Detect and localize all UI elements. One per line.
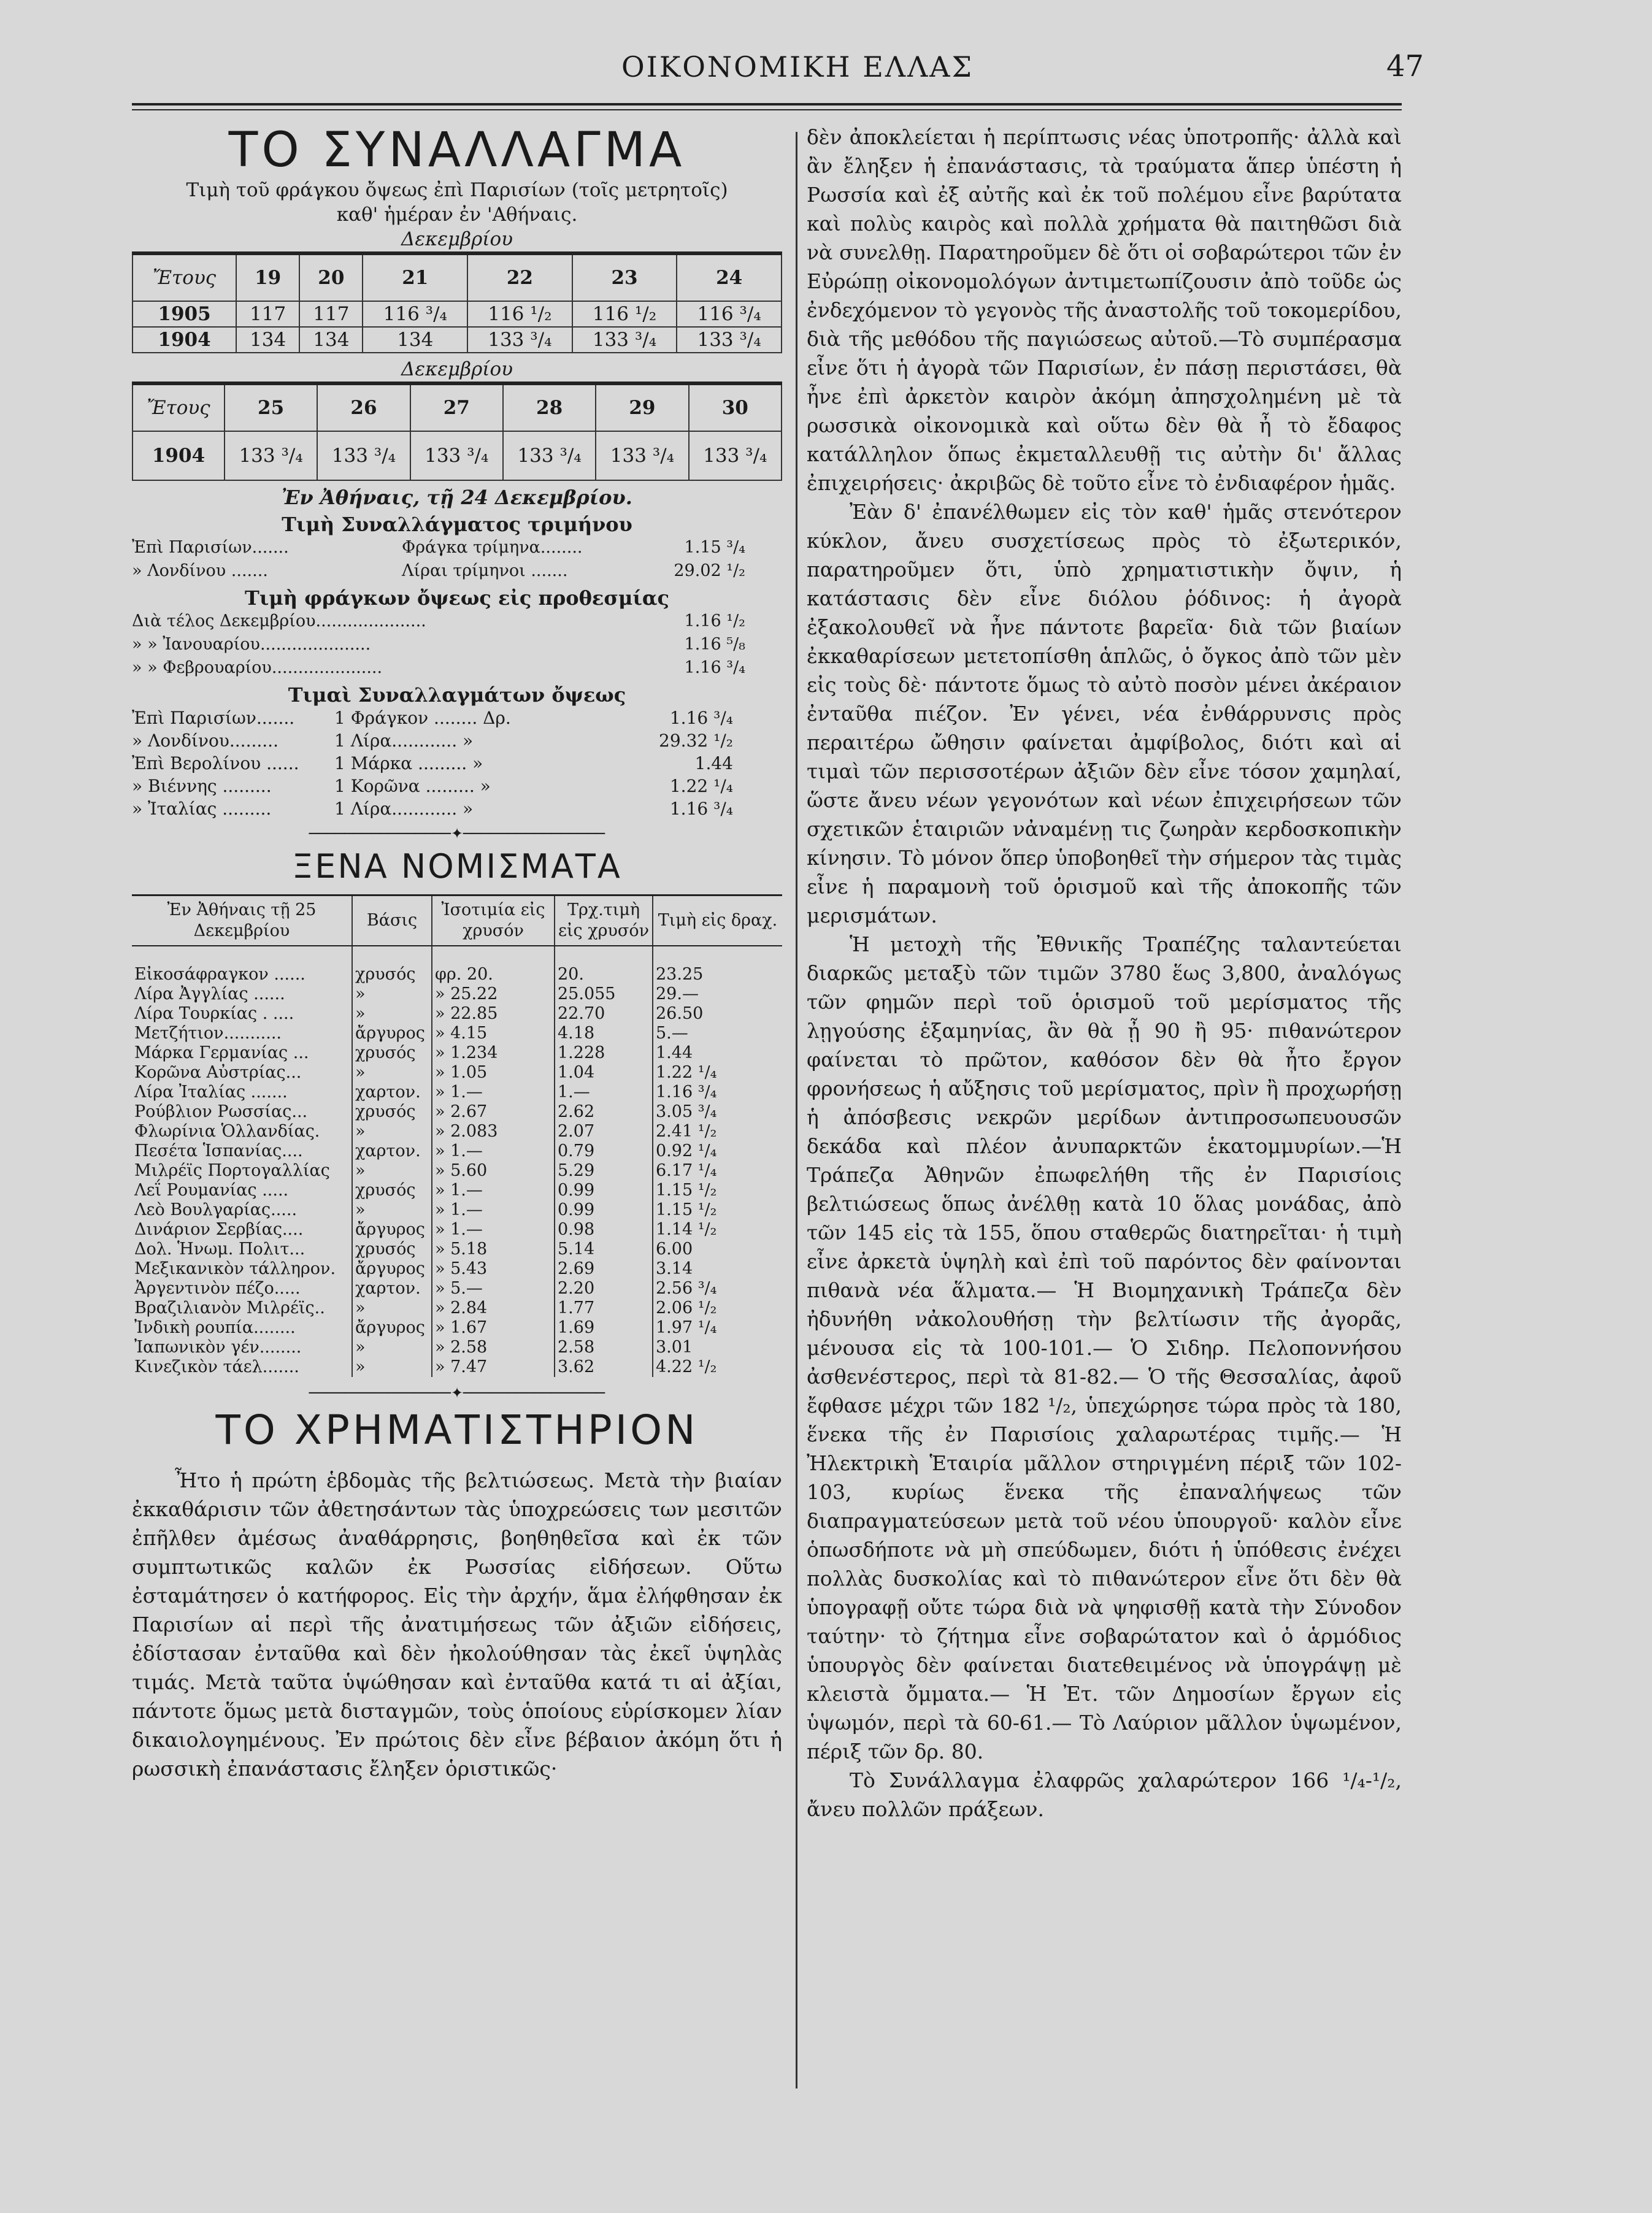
fx-cell: χαρτον. [352,1279,432,1298]
day-header: 26 [317,383,410,431]
line-value: 1.22 ¹/₄ [669,776,733,796]
fx-cell: 6.00 [653,1240,782,1259]
spacer-cell [432,946,555,965]
section-divider: ────────────────✦──────────────── [309,1384,605,1402]
fx-cell: χαρτον. [352,1141,432,1161]
fx-cell: 2.06 ¹/₂ [653,1298,782,1318]
list-item [132,707,782,729]
fx-cell: » 2.58 [432,1338,555,1357]
header-rule-thin [132,109,1402,110]
table-row [133,327,782,353]
fx-cell: 5.29 [555,1161,653,1181]
fx-cell: Λίρα Ἀγγλίας ...... [134,984,285,1003]
day-header: 30 [689,383,782,431]
line-value: 1.15 ³/₄ [684,538,745,557]
fx-cell: 2.58 [555,1338,653,1357]
left-column [132,123,782,1783]
day-header: 25 [225,383,317,431]
table-row [132,1298,782,1318]
list-item [132,729,782,752]
line-label: » Βιέννης ......... [132,776,272,796]
xena-title: ΞΕΝΑ ΝΟΜΙΣΜΑΤΑ [292,847,622,886]
rate-cell: 133 ³/₄ [410,431,503,480]
fx-cell: » 1.67 [432,1318,555,1338]
line-unit: Φράγκα τρίμηνα........ [402,538,583,557]
fx-cell: » [352,1122,432,1141]
fx-cell: » 1.— [432,1181,555,1200]
date-line: Ἐν Ἀθήναις, τῇ 24 Δεκεμβρίου. [282,486,632,509]
fx-cell: 0.98 [555,1220,653,1240]
fx-cell: ἄργυρος [352,1220,432,1240]
line-label: Ἐπὶ Βερολίνου ...... [132,753,299,773]
table2-corner: Ἔτους [133,383,225,431]
line-label: » Λονδίνου ....... [132,561,268,580]
fx-cell: Φλωρίνια Ὁλλανδίας. [134,1122,320,1141]
table-row [132,1141,782,1161]
fx-cell: 0.99 [555,1200,653,1220]
table-row [132,1083,782,1102]
fx-cell: 1.15 ¹/₂ [653,1181,782,1200]
line-label: Ἐπὶ Παρισίων....... [132,538,289,557]
line-unit: Λίραι τρίμηνοι ....... [402,561,568,580]
sight-heading: Τιμαὶ Συναλλαγμάτων ὄψεως [288,683,626,707]
fx-cell: Δινάριον Σερβίας.... [134,1220,304,1239]
xrimatistirion-title: ΤΟ ΧΡΗΜΑΤΙΣΤΗΡΙΟΝ [215,1406,699,1454]
rate-cell: 134 [236,327,299,353]
three-month-heading: Τιμὴ Συναλλάγματος τριμήνου [282,513,632,536]
fx-cell: 3.01 [653,1338,782,1357]
fx-cell: 3.05 ³/₄ [653,1102,782,1122]
spacer-cell [555,946,653,965]
year-cell: 1904 [133,327,236,353]
table-row [132,1181,782,1200]
rate-cell: 134 [363,327,467,353]
fx-cell: 5.— [653,1024,782,1043]
fx-header: Τιμὴ εἰς δραχ. [653,896,782,946]
fx-cell: 26.50 [653,1004,782,1024]
spacer-cell [653,946,782,965]
table-row [132,1063,782,1083]
line-label: » Λονδίνου......... [132,731,279,751]
rates-table-2 [132,382,782,481]
rate-cell: 133 ³/₄ [677,327,782,353]
fx-cell: ἄργυρος [352,1024,432,1043]
table-row [132,1240,782,1259]
fx-cell: 29.— [653,984,782,1004]
rate-cell: 133 ³/₄ [572,327,677,353]
day-header: 29 [596,383,688,431]
fx-cell: Βραζιλιανὸν Μιλρέϊς.. [134,1298,325,1317]
synallagma-subtitle-1: Τιμὴ τοῦ φράγκου ὄψεως ἐπὶ Παρισίων (τοῖς μετρητοῖς) [186,179,728,201]
fx-cell: » 1.— [432,1141,555,1161]
fx-cell: » 1.— [432,1083,555,1102]
table-row [132,1024,782,1043]
fx-cell: 1.14 ¹/₂ [653,1220,782,1240]
table-row [132,1318,782,1338]
column-rule [796,132,797,2088]
fx-cell: » [352,1063,432,1083]
line-unit: 1 Φράγκον ........ Δρ. [334,708,511,728]
foreign-currency-table [132,894,782,1377]
fx-cell: » 7.47 [432,1357,555,1377]
table-row [132,1200,782,1220]
rate-cell: 116 ¹/₂ [572,301,677,327]
year-cell: 1904 [133,431,225,480]
fx-cell: » 1.— [432,1220,555,1240]
day-header: 27 [410,383,503,431]
fx-cell: Ἰνδικὴ ρουπία........ [134,1318,296,1337]
fx-cell: » 2.84 [432,1298,555,1318]
fx-cell: Μιλρέϊς Πορτογαλλίας [134,1161,330,1180]
line-value: 1.16 ¹/₂ [684,612,745,631]
rate-cell: 133 ³/₄ [503,431,596,480]
fx-cell: » [352,1357,432,1377]
rate-cell: 117 [299,301,363,327]
fx-header: Βάσις [352,896,432,946]
fx-cell: 1.22 ¹/₄ [653,1063,782,1083]
fx-cell: » 5.43 [432,1259,555,1279]
list-item [132,559,782,583]
fx-cell: » 5.18 [432,1240,555,1259]
table-row [132,1338,782,1357]
list-item [132,775,782,797]
fx-cell: 0.99 [555,1181,653,1200]
table-row [132,1161,782,1181]
fx-cell: » 5.— [432,1279,555,1298]
fx-cell: 3.14 [653,1259,782,1279]
fx-cell: 3.62 [555,1357,653,1377]
table-row [132,965,782,984]
fx-cell: » 22.85 [432,1004,555,1024]
fx-cell: » [352,1298,432,1318]
line-value: 29.02 ¹/₂ [674,561,745,580]
line-label: » » Φεβρουαρίου..................... [132,658,383,677]
line-value: 1.16 ³/₄ [669,708,733,728]
fx-cell: 1.77 [555,1298,653,1318]
fx-cell: ἄργυρος [352,1318,432,1338]
fx-cell: » 1.234 [432,1043,555,1063]
line-value: 1.16 ³/₄ [684,658,745,677]
list-item [132,633,782,656]
fx-cell: 1.69 [555,1318,653,1338]
table-row [133,301,782,327]
rate-cell: 134 [299,327,363,353]
table-row [132,1102,782,1122]
rate-cell: 133 ³/₄ [596,431,688,480]
table-row [133,431,782,480]
article-paragraph: δὲν ἀποκλείεται ἡ περίπτωσις νέας ὑποτροπῆς· ἀλλὰ καὶ ἂν ἔληξεν ἡ ἐπανάστασις, τὰ τραύματα ἅπερ ὑπέστη ἡ Ρωσσία καὶ ἐξ αὐτῆς καὶ ἐκ τοῦ πολέμου εἶνε βαρύτατα καὶ πολὺς καιρὸς καὶ πολλὰ χρήματα θὰ παιτηθῶσι διὰ νὰ συνελθῃ. Παρατηροῦμεν δὲ ὅτι οἱ σοβαρώτεροι τῶν ἐν Εὐρώπῃ οἰκονομολόγων ἀντιμετωπίζουσιν ἀπὸ τοῦδε ὡς ἐνδεχόμενον τὸ γεγονὸς τῆς ἀναστολῆς τοῦ τοκομερίδου, διὰ τῆς μεθόδου τῆς παγιώσεως αὐτοῦ.—Τὸ συμπέρασμα εἶνε ὅτι ἡ ἀγορὰ τῶν Παρισίων, ἐν πάσῃ περιστάσει, θὰ ἦνε ἐπὶ ἀρκετὸν καιρὸν ἀκόμη ἀπησχολημένη μὲ τὰ ρωσσικὰ οἰκονομικὰ καὶ οὕτω δὲν θὰ ἦ τὸ ἔδαφος κατάλληλον ὅπως ἐκμεταλλευθῇ τις αὐτὴν δι' ἄλλας ἐπιχειρήσεις· ἀκριβῶς δὲ τοῦτο εἶνε τὸ ἐνδιαφέρον ἡμᾶς. [807,125,1402,495]
article-paragraph: Ἐὰν δ' ἐπανέλθωμεν εἰς τὸν καθ' ἡμᾶς στενότερον κύκλον, ἄνευ συσχετίσεως πρὸς τὸ ἐξωτερικόν, παρατηροῦμεν ὅτι, ὑπὸ χρηματιστικὴν ὄψιν, ἡ κατάστασις δὲν εἶνε διόλου ῥόδινος: ἡ ἀγορὰ ἐξακολουθεῖ νὰ ἦνε πάντοτε βαρεῖα· διὰ τῶν βιαίων ἐκκαθαρίσεων μετετοπίσθη ἁπλῶς, ὁ ὄγκος ἀπὸ τῶν μὲν εἰς τοὺς δὲ· πάντοτε ὅμως τὸ αὐτὸ ποσὸν μένει ἀκέραιον ἐνταῦθα πιέζον. Ἐν γένει, νέα ἐνθάρρυνσις πρὸς περαιτέρω ὤθησιν φαίνεται ἀμφίβολος, διότι καὶ αἱ τιμαὶ τῶν περισσοτέρων ἀξιῶν δὲν εἶνε τόσον χαμηλαί, ὥστε ἄνευ νέων γεγονότων καὶ νέων ἐπιχειρήσεων τῶν σχετικῶν ἑταιριῶν νἀναμένῃ τις ζωηρὰν κερδοσκοπικὴν κίνησιν. Τὸ μόνον ὅπερ ὑποβοηθεῖ τὴν σήμερον τὰς τιμὰς εἶνε ἡ παραμονὴ τοῦ ὁρισμοῦ καὶ τῆς ἀποκοπῆς τῶν μερισμάτων. [807,500,1402,927]
fx-cell: Δολ. Ἡνωμ. Πολιτ... [134,1240,305,1259]
fx-cell: Κινεζικὸν τάελ....... [134,1357,299,1376]
fx-cell: 0.92 ¹/₄ [653,1141,782,1161]
fx-cell: 22.70 [555,1004,653,1024]
page-number: 47 [1386,49,1424,83]
day-header: 20 [299,253,363,301]
rate-cell: 116 ¹/₂ [467,301,572,327]
fx-cell: » 2.67 [432,1102,555,1122]
fx-cell: 2.56 ³/₄ [653,1279,782,1298]
fx-header: Τρχ.τιμὴ εἰς χρυσόν [555,896,653,946]
fx-cell: » 2.083 [432,1122,555,1141]
fx-cell: 20. [555,965,653,984]
table-row [132,1004,782,1024]
fx-cell: » 4.15 [432,1024,555,1043]
fx-cell: 2.62 [555,1102,653,1122]
fx-cell: 1.15 ¹/₂ [653,1200,782,1220]
fx-cell: Ἰαπωνικὸν γέν........ [134,1338,302,1357]
synallagma-subtitle-2: καθ' ἡμέραν ἐν 'Αθήναις. [336,204,578,226]
fx-cell: χρυσός [352,1102,432,1122]
fx-cell: 1.97 ¹/₄ [653,1318,782,1338]
table-row [132,1043,782,1063]
fx-cell: Ρούβλιον Ρωσσίας... [134,1102,308,1121]
year-cell: 1905 [133,301,236,327]
line-value: 29.32 ¹/₂ [659,731,733,751]
spacer-row [132,946,782,965]
section-divider: ────────────────✦──────────────── [309,825,605,842]
fx-cell: 25.055 [555,984,653,1004]
fx-cell: » 1.05 [432,1063,555,1083]
line-unit: 1 Κορῶνα ......... » [334,776,491,796]
fx-cell: χρυσός [352,1181,432,1200]
day-header: 21 [363,253,467,301]
article-paragraph: Ἡ μετοχὴ τῆς Ἐθνικῆς Τραπέζης ταλαντεύεται διαρκῶς μεταξὺ τῶν τιμῶν 3780 ἕως 3,800, ἀναλόγως τῶν φημῶν περὶ τοῦ ὁρισμοῦ τοῦ μερίσματος τῆς λῃγούσης ἑξαμηνίας, ἂν θὰ ᾖ 90 ἢ 95· πιθανώτερον φαίνεται τὸ πρῶτον, καθόσον δὲν θὰ ἦτο ἔργον φρονήσεως ἡ αὔξησις τοῦ μερίσματος, πρὶν ἢ προχωρήσῃ ἡ ἀπόσβεσις νεκρῶν μερίδων ἀντιπροσωπευουσῶν δεκάδα καὶ πλέον ἀνυπαρκτῶν ἑκατομμυρίων.—Ἡ Τράπεζα Ἀθηνῶν ἐπωφελήθη τῆς ἐν Παρισίοις βελτιώσεως ὅπως ἀνέλθῃ κατὰ 10 ὅλας μονάδας, ἀπὸ τῶν 145 εἰς τὰ 155, ὅπου σταθερῶς διατηρεῖται· ἡ τιμὴ εἶνε ἀρκετὰ ὑψηλὴ καὶ ἐπὶ τοῦ παρόντος δὲν φαίνονται πιθανὰ νέα ἅλματα.— Ἡ Βιομηχανικὴ Τράπεζα δὲν ἠδυνήθη νἀκολουθήσῃ τὴν βελτίωσιν τῆς ἀγορᾶς, μένουσα εἰς τὰ 100-101.— Ὁ Σιδηρ. Πελοποννήσου ἀσθενέστερος, περὶ τὰ 81-82.— Ὁ τῆς Θεσσαλίας, ἀφοῦ ἔφθασε μέχρι τῶν 182 ¹/₂, ὑπεχώρησε τώρα πρὸς τὰ 180, ἕνεκα τῆς ἐν Παρισίοις χαλαρωτέρας τιμῆς.— Ἡ Ἠλεκτρικὴ Ἑταιρία μᾶλλον στηριγμένη πέριξ τῶν 102-103, κυρίως ἕνεκα τῆς ἐπαναλήψεως τῶν διαπραγματεύσεων μετὰ τοῦ νέου ὑπουργοῦ· καλὸν εἶνε ὁπωσδήποτε νὰ μὴ σπεύδωμεν, διότι ἡ ὑπόθεσις ἐνέχει πολλὰς δυσκολίας καὶ τὸ πιθανώτερον εἶνε ὅτι δὲν θὰ ὑπογραφῇ οὔτε τώρα διὰ νὰ ψηφισθῇ κατὰ τὴν Σύνοδον ταύτην· τὸ ζήτημα εἶνε σοβαρώτατον καὶ ὁ ἁρμόδιος ὑπουργὸς δὲν φαίνεται διατεθειμένος νὰ ὑπογράψῃ μὲ κλειστὰ ὄμματα.— Ἡ Ἐτ. τῶν Δημοσίων ἔργων εἰς ὑψωμόν, περὶ τὰ 60-61.— Τὸ Λαύριον μᾶλλον ὑψωμένον, πέριξ τῶν δρ. 80. [807,932,1402,1763]
fx-cell: 2.69 [555,1259,653,1279]
fx-cell: Λίρα Ἰταλίας ....... [134,1083,288,1102]
rate-cell: 133 ³/₄ [225,431,317,480]
line-unit: 1 Λίρα............ » [334,731,474,751]
fx-cell: Κορῶνα Αὐστρίας... [134,1063,302,1082]
line-unit: 1 Λίρα............ » [334,799,474,819]
fx-cell: Μεξικανικὸν τάλληρον. [134,1259,336,1278]
fx-cell: 1.— [555,1083,653,1102]
right-column [807,123,1402,1824]
list-item [132,752,782,775]
fx-cell: Εἰκοσάφραγκον ...... [134,965,305,984]
fx-cell: 23.25 [653,965,782,984]
month-label-2: Δεκεμβρίου [401,358,513,380]
fx-header: Ἰσοτιμία εἰς χρυσόν [432,896,555,946]
fx-cell: 6.17 ¹/₄ [653,1161,782,1181]
fx-cell: » 1.— [432,1200,555,1220]
fx-cell: χρυσός [352,965,432,984]
fx-header: Ἐν Ἀθήναις τῇ 25 Δεκεμβρίου [132,896,352,946]
fx-cell: Μάρκα Γερμανίας ... [134,1043,309,1062]
day-header: 23 [572,253,677,301]
rates-table-1 [132,251,782,353]
rate-cell: 117 [236,301,299,327]
line-unit: 1 Μάρκα ......... » [334,753,483,773]
fx-cell: χαρτον. [352,1083,432,1102]
table-row [132,1220,782,1240]
fx-cell: Πεσέτα Ἱσπανίας.... [134,1141,303,1160]
day-header: 28 [503,383,596,431]
table-row [132,1357,782,1377]
line-label: » » Ἰανουαρίου..................... [132,635,371,654]
line-value: 1.44 [694,753,733,773]
rate-cell: 133 ³/₄ [317,431,410,480]
list-item [132,610,782,633]
fx-cell: » 5.60 [432,1161,555,1181]
day-header: 22 [467,253,572,301]
synallagma-title: ΤΟ ΣΥΝΑΛΛΑΓΜΑ [228,123,686,178]
fx-cell: » [352,1004,432,1024]
fx-cell: Ἀργεντινὸν πέζο..... [134,1279,301,1298]
forward-heading: Τιμὴ φράγκων ὄψεως εἰς προθεσμίας [245,586,669,610]
fx-cell: Λίρα Τουρκίας . .... [134,1004,294,1023]
fx-cell: 1.44 [653,1043,782,1063]
fx-cell: Λεΐ Ρουμανίας ..... [134,1181,289,1200]
fx-cell: 2.20 [555,1279,653,1298]
spacer-cell [132,946,352,965]
fx-cell: φρ. 20. [432,965,555,984]
line-label: » Ἰταλίας ......... [132,799,272,819]
rate-cell: 116 ³/₄ [363,301,467,327]
line-value: 1.16 ⁵/₈ [684,635,745,654]
running-title: ΟΙΚΟΝΟΜΙΚΗ ΕΛΛΑΣ [621,50,974,83]
line-label: Ἐπὶ Παρισίων....... [132,708,295,728]
article-paragraph: Ἦτο ἡ πρώτη ἑβδομὰς τῆς βελτιώσεως. Μετὰ τὴν βιαίαν ἐκκαθάρισιν τῶν ἀθετησάντων τὰς ὑποχρεώσεις των μεσιτῶν ἐπῆλθεν ἀμέσως ἀναθάρρησις, βοηθηθεῖσα καὶ ἐκ τῶν συμπτωτικῶς καλῶν ἐκ Ρωσσίας εἰδήσεων. Οὕτω ἐσταμάτησεν ὁ κατήφορος. Εἰς τὴν ἀρχήν, ἅμα ἐλήφθησαν ἐκ Παρισίων αἱ περὶ τῆς ἀνατιμήσεως τῶν ἀξιῶν εἰδήσεις, ἐδίστασαν ἐνταῦθα καὶ δὲν ἠκολούθησαν τὰς ἐκεῖ ὑψηλὰς τιμάς. Μετὰ ταῦτα ὑψώθησαν καὶ ἐνταῦθα κατά τι αἱ ἀξίαι, πάντοτε ὅμως μετὰ δισταγμῶν, τοὺς ὁποίους εὑρίσκομεν λίαν δικαιολογημένους. Ἐν πρώτοις δὲν εἶνε βέβαιον ἀκόμη ὅτι ἡ ρωσσικὴ ἐπανάστασις ἔληξεν ὁριστικῶς· [132,1468,782,1781]
fx-cell: 4.22 ¹/₂ [653,1357,782,1377]
line-label: Διὰ τέλος Δεκεμβρίου..................... [132,612,426,631]
list-item [132,536,782,559]
article-paragraph: Τὸ Συνάλλαγμα ἐλαφρῶς χαλαρώτερον 166 ¹/₄-¹/₂, ἄνευ πολλῶν πράξεων. [807,1768,1402,1821]
fx-cell: 1.04 [555,1063,653,1083]
fx-cell: Μετζήτιον........... [134,1024,282,1043]
day-header: 24 [677,253,782,301]
rate-cell: 133 ³/₄ [467,327,572,353]
rate-cell: 133 ³/₄ [689,431,782,480]
fx-cell: » [352,1200,432,1220]
fx-cell: » [352,1161,432,1181]
fx-cell: Λεὸ Βουλγαρίας..... [134,1200,298,1219]
fx-cell: 2.07 [555,1122,653,1141]
header-rule [132,103,1402,105]
spacer-cell [352,946,432,965]
table-row [132,1259,782,1279]
fx-cell: χρυσός [352,1043,432,1063]
fx-cell: 0.79 [555,1141,653,1161]
fx-cell: » 25.22 [432,984,555,1004]
fx-cell: » [352,1338,432,1357]
table1-corner: Ἔτους [133,253,236,301]
table-row [132,984,782,1004]
table-row [132,1122,782,1141]
fx-cell: 5.14 [555,1240,653,1259]
rate-cell: 116 ³/₄ [677,301,782,327]
list-item [132,656,782,680]
fx-cell: 1.16 ³/₄ [653,1083,782,1102]
list-item [132,797,782,820]
fx-cell: ἄργυρος [352,1259,432,1279]
month-label-1: Δεκεμβρίου [401,228,513,250]
fx-cell: χρυσός [352,1240,432,1259]
table-row [132,1279,782,1298]
fx-cell: 4.18 [555,1024,653,1043]
fx-cell: 2.41 ¹/₂ [653,1122,782,1141]
line-value: 1.16 ³/₄ [669,799,733,819]
day-header: 19 [236,253,299,301]
fx-cell: 1.228 [555,1043,653,1063]
fx-cell: » [352,984,432,1004]
